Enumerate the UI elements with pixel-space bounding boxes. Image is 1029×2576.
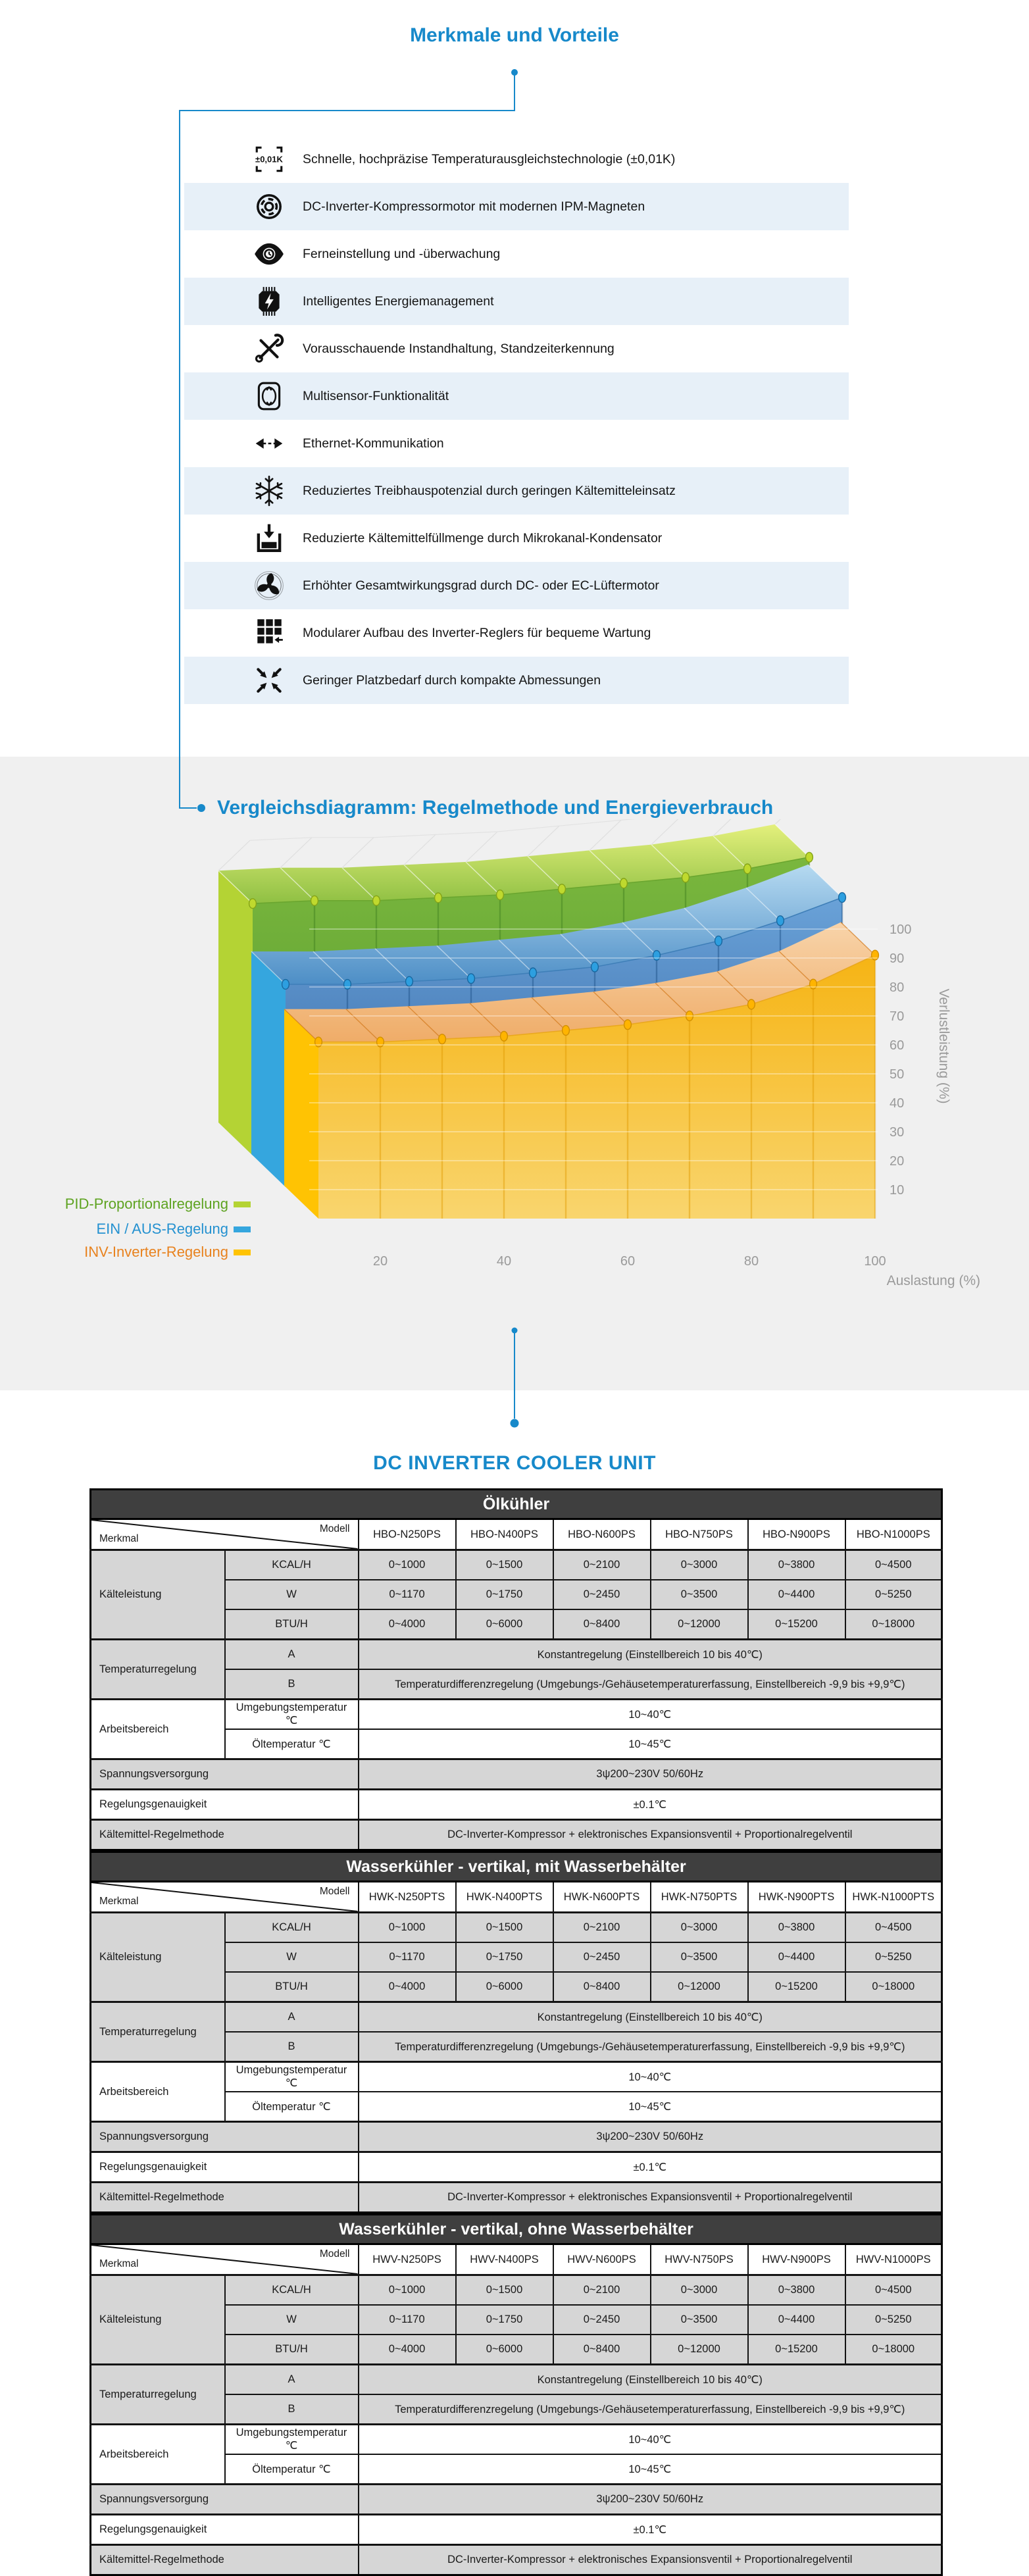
row-sublabel: BTU/H: [225, 1972, 359, 2002]
predictive-maintenance-icon: [253, 332, 286, 365]
spec-value: 0~12000: [651, 1609, 748, 1640]
data-point-marker: [591, 962, 599, 972]
row-sublabel: A: [225, 1640, 359, 1670]
x-axis-tick: 80: [743, 1254, 759, 1269]
row-label: Regelungsgenauigkeit: [91, 2515, 359, 2545]
spec-value: 0~5250: [845, 1942, 942, 1972]
spec-value-span: 10~40℃: [359, 2062, 942, 2092]
row-label: Spannungsversorgung: [91, 2122, 359, 2152]
spec-value-span: Temperaturdifferenzregelung (Umgebungs-/Gehäusetemperaturerfassung, Einstellbereich -9,9 bis +9,9℃): [359, 2394, 942, 2425]
data-point-marker: [563, 1026, 570, 1036]
row-label: Spannungsversorgung: [91, 2485, 359, 2515]
feature-list: [184, 136, 849, 704]
ethernet-icon: [253, 427, 286, 460]
data-point-marker: [373, 896, 380, 905]
spec-value-span: Konstantregelung (Einstellbereich 10 bis 40℃): [359, 1640, 942, 1670]
spec-value: 0~8400: [553, 2335, 651, 2365]
corner-header-cell: [91, 2244, 359, 2275]
feature-label: Ethernet-Kommunikation: [303, 436, 444, 451]
y-axis-tick: 70: [890, 1009, 905, 1024]
low-gwp-icon: [253, 474, 286, 507]
data-point-marker: [501, 1031, 508, 1041]
spec-value: 0~1170: [359, 1580, 456, 1609]
spec-value: 0~3800: [748, 1550, 845, 1580]
row-group-label: Kälteleistung: [91, 1550, 225, 1640]
spec-value: 0~4400: [748, 2305, 845, 2335]
row-label: Kältemittel-Regelmethode: [91, 2545, 359, 2575]
spec-value: 0~1170: [359, 2305, 456, 2335]
feature-item: [184, 562, 849, 609]
data-point-marker: [682, 872, 690, 882]
data-point-marker: [311, 896, 318, 905]
spec-value: 0~12000: [651, 1972, 748, 2002]
spec-value: 0~18000: [845, 2335, 942, 2365]
feature-item: [184, 515, 849, 562]
row-group-label: Arbeitsbereich: [91, 2425, 225, 2485]
data-point-marker: [653, 951, 661, 961]
spec-value: 0~12000: [651, 2335, 748, 2365]
spec-value: 0~4000: [359, 1609, 456, 1640]
tables-title: DC INVERTER COOLER UNIT: [373, 1452, 656, 1474]
fan-motor-icon: [253, 569, 286, 602]
spec-value: 0~1750: [456, 1942, 553, 1972]
series-side-face: [251, 951, 286, 1187]
row-sublabel: W: [225, 1942, 359, 1972]
corner-header-cell: [91, 1882, 359, 1913]
spec-value: 0~1000: [359, 1550, 456, 1580]
series-side-face: [218, 871, 253, 1155]
precision-temperature-icon: [253, 143, 286, 176]
feature-label: Vorausschauende Instandhaltung, Standzeiterkennung: [303, 341, 615, 356]
row-sublabel: A: [225, 2365, 359, 2395]
spec-value: 0~15200: [748, 2335, 845, 2365]
model-header: HWK-N250PTS: [359, 1882, 456, 1913]
spec-value: 0~3500: [651, 1580, 748, 1609]
spec-value: 0~3000: [651, 1550, 748, 1580]
spec-value-span: DC-Inverter-Kompressor + elektronisches Expansionsventil + Proportionalregelventil: [359, 2183, 942, 2213]
legend-label: INV-Inverter-Regelung: [84, 1244, 228, 1260]
feature-label: Geringer Platzbedarf durch kompakte Abmessungen: [303, 672, 601, 688]
model-header: HWV-N400PS: [456, 2244, 553, 2275]
legend-label: PID-Proportionalregelung: [64, 1196, 228, 1212]
data-point-marker: [249, 899, 257, 909]
feature-label: Schnelle, hochpräzise Temperaturausgleichstechnologie (±0,01K): [303, 151, 676, 166]
model-header: HBO-N1000PS: [845, 1519, 942, 1550]
spec-value: 0~1000: [359, 1913, 456, 1943]
corner-label-model: Modell: [319, 1523, 350, 1534]
data-point-marker: [810, 979, 817, 989]
spec-value: 0~5250: [845, 1580, 942, 1609]
energy-management-icon: [253, 285, 286, 318]
row-sublabel: W: [225, 2305, 359, 2335]
spec-value-span: 10~45℃: [359, 2092, 942, 2122]
spec-value-span: 3ψ200~230V 50/60Hz: [359, 2485, 942, 2515]
feature-label: Ferneinstellung und -überwachung: [303, 246, 501, 261]
feature-item: [184, 657, 849, 704]
series-side-face: [284, 1009, 318, 1219]
spec-value: 0~2450: [553, 1580, 651, 1609]
row-sublabel: B: [225, 2394, 359, 2425]
spec-value: 0~1500: [456, 1550, 553, 1580]
spec-value-span: 10~40℃: [359, 2425, 942, 2455]
spec-table: [89, 1851, 943, 2213]
data-point-marker: [715, 936, 722, 946]
model-header: HWV-N250PS: [359, 2244, 456, 2275]
row-sublabel: Öltemperatur ℃: [225, 2092, 359, 2122]
feature-item: [184, 467, 849, 515]
row-sublabel: A: [225, 2002, 359, 2033]
spec-value-span: Temperaturdifferenzregelung (Umgebungs-/Gehäusetemperaturerfassung, Einstellbereich -9,9 bis +9,9℃): [359, 2032, 942, 2062]
corner-label-merkmal: Merkmal: [99, 1533, 139, 1544]
model-header: HBO-N600PS: [553, 1519, 651, 1550]
spec-value-span: ±0.1℃: [359, 2152, 942, 2183]
model-header: HWV-N1000PS: [845, 2244, 942, 2275]
x-axis-tick: 60: [620, 1254, 636, 1269]
row-group-label: Temperaturregelung: [91, 2365, 225, 2425]
feature-item: [184, 325, 849, 372]
data-point-marker: [744, 864, 751, 874]
spec-value-span: Konstantregelung (Einstellbereich 10 bis 40℃): [359, 2365, 942, 2395]
model-header: HBO-N750PS: [651, 1519, 748, 1550]
spec-value: 0~18000: [845, 1972, 942, 2002]
spec-table: [89, 1488, 943, 1851]
row-sublabel: B: [225, 1669, 359, 1700]
y-axis-tick: 40: [890, 1096, 905, 1111]
data-point-marker: [839, 893, 846, 903]
spec-value: 0~6000: [456, 1972, 553, 2002]
feature-item: [184, 183, 849, 230]
y-axis-tick: 90: [890, 951, 905, 966]
row-label: Spannungsversorgung: [91, 1759, 359, 1790]
data-point-marker: [777, 916, 784, 926]
row-group-label: Arbeitsbereich: [91, 1700, 225, 1759]
row-group-label: Kälteleistung: [91, 2275, 225, 2365]
spec-value: 0~5250: [845, 2305, 942, 2335]
data-point-marker: [344, 980, 351, 990]
spec-value: 0~2100: [553, 1550, 651, 1580]
y-axis-tick: 80: [890, 980, 905, 995]
chart-title: Vergleichsdiagramm: Regelmethode und Energieverbrauch: [217, 797, 774, 819]
corner-header-cell: [91, 1519, 359, 1550]
row-sublabel: Umgebungstemperatur ℃: [225, 1700, 359, 1730]
spec-value: 0~3800: [748, 2275, 845, 2306]
spec-value: 0~4400: [748, 1942, 845, 1972]
data-point-marker: [406, 976, 413, 986]
spec-tables: [89, 1488, 941, 2576]
spec-value: 0~4500: [845, 1913, 942, 1943]
spec-value: 0~3800: [748, 1913, 845, 1943]
feature-label: Intelligentes Energiemanagement: [303, 293, 494, 309]
model-header: HBO-N250PS: [359, 1519, 456, 1550]
model-header: HWK-N750PTS: [651, 1882, 748, 1913]
legend-color-chip: [234, 1226, 251, 1232]
spec-value: 0~4400: [748, 1580, 845, 1609]
data-point-marker: [559, 884, 566, 894]
x-axis-tick: 100: [864, 1254, 886, 1269]
row-sublabel: Umgebungstemperatur ℃: [225, 2425, 359, 2455]
data-point-marker: [748, 999, 755, 1009]
row-sublabel: Öltemperatur ℃: [225, 2454, 359, 2485]
feature-item: [184, 136, 849, 183]
spec-value: 0~2450: [553, 2305, 651, 2335]
spec-value-span: 10~45℃: [359, 1729, 942, 1759]
y-axis-tick: 20: [890, 1154, 905, 1169]
y-axis-tick: 10: [890, 1183, 905, 1198]
corner-label-merkmal: Merkmal: [99, 2258, 139, 2269]
spec-value: 0~2100: [553, 1913, 651, 1943]
spec-value: 0~6000: [456, 2335, 553, 2365]
spec-value: 0~2450: [553, 1942, 651, 1972]
compact-size-icon: [253, 664, 286, 697]
feature-label: Modularer Aufbau des Inverter-Reglers für bequeme Wartung: [303, 625, 651, 640]
spec-value: 0~3000: [651, 1913, 748, 1943]
data-point-marker: [806, 852, 813, 862]
data-point-marker: [435, 893, 442, 903]
row-label: Kältemittel-Regelmethode: [91, 1820, 359, 1850]
table-section-title: Wasserkühler - vertikal, mit Wasserbehälter: [91, 1852, 942, 1882]
data-point-marker: [620, 878, 628, 888]
spec-value-span: 3ψ200~230V 50/60Hz: [359, 2122, 942, 2152]
data-point-marker: [439, 1034, 446, 1044]
row-sublabel: Öltemperatur ℃: [225, 1729, 359, 1759]
connector-dot: [511, 1419, 519, 1428]
feature-label: Erhöhter Gesamtwirkungsgrad durch DC- oder EC-Lüftermotor: [303, 578, 659, 593]
spec-value: 0~18000: [845, 1609, 942, 1640]
feature-label: DC-Inverter-Kompressormotor mit modernen IPM-Magneten: [303, 199, 645, 214]
spec-value: 0~1750: [456, 2305, 553, 2335]
feature-label: Reduziertes Treibhauspotenzial durch geringen Kältemitteleinsatz: [303, 483, 676, 498]
model-header: HBO-N400PS: [456, 1519, 553, 1550]
row-group-label: Temperaturregelung: [91, 1640, 225, 1700]
spec-value-span: 10~45℃: [359, 2454, 942, 2485]
spec-value-span: DC-Inverter-Kompressor + elektronisches Expansionsventil + Proportionalregelventil: [359, 1820, 942, 1850]
row-label: Regelungsgenauigkeit: [91, 1790, 359, 1820]
table-section-title: Wasserkühler - vertikal, ohne Wasserbehälter: [91, 2215, 942, 2244]
spec-value: 0~1170: [359, 1942, 456, 1972]
row-sublabel: W: [225, 1580, 359, 1609]
spec-value: 0~3000: [651, 2275, 748, 2306]
modular-design-icon: [253, 617, 286, 649]
row-sublabel: KCAL/H: [225, 1913, 359, 1943]
y-axis-tick: 100: [890, 922, 912, 937]
spec-value: 0~4000: [359, 2335, 456, 2365]
compressor-motor-icon: [253, 190, 286, 223]
comparison-chart: [0, 819, 1029, 1329]
spec-value-span: ±0.1℃: [359, 2515, 942, 2545]
row-sublabel: BTU/H: [225, 2335, 359, 2365]
page-title: Merkmale und Vorteile: [410, 24, 619, 46]
row-sublabel: B: [225, 2032, 359, 2062]
data-point-marker: [497, 890, 504, 900]
model-header: HWK-N900PTS: [748, 1882, 845, 1913]
spec-table: [89, 2213, 943, 2576]
data-point-marker: [468, 974, 475, 984]
spec-value-span: 3ψ200~230V 50/60Hz: [359, 1759, 942, 1790]
row-sublabel: KCAL/H: [225, 2275, 359, 2306]
spec-value: 0~3500: [651, 2305, 748, 2335]
spec-value: 0~6000: [456, 1609, 553, 1640]
legend-color-chip: [234, 1250, 251, 1255]
spec-value-span: Konstantregelung (Einstellbereich 10 bis 40℃): [359, 2002, 942, 2033]
data-point-marker: [377, 1037, 384, 1047]
table-section-title: Ölkühler: [91, 1490, 942, 1519]
row-group-label: Arbeitsbereich: [91, 2062, 225, 2122]
model-header: HWK-N400PTS: [456, 1882, 553, 1913]
corner-label-merkmal: Merkmal: [99, 1896, 139, 1907]
feature-item: [184, 372, 849, 420]
feature-item: [184, 278, 849, 325]
row-sublabel: Umgebungstemperatur ℃: [225, 2062, 359, 2092]
spec-value: 0~1500: [456, 2275, 553, 2306]
svg-text:±0,01K: ±0,01K: [255, 154, 283, 164]
feature-item: [184, 609, 849, 657]
y-axis-tick: 60: [890, 1038, 905, 1053]
data-point-marker: [315, 1037, 322, 1047]
feature-label: Multisensor-Funktionalität: [303, 388, 449, 403]
x-axis-tick: 20: [372, 1254, 388, 1269]
spec-value: 0~3500: [651, 1942, 748, 1972]
spec-value: 0~4500: [845, 2275, 942, 2306]
y-axis-label: Verlustleistung (%): [936, 988, 951, 1104]
spec-value-span: 10~40℃: [359, 1700, 942, 1730]
row-sublabel: KCAL/H: [225, 1550, 359, 1580]
connector-dot: [511, 69, 518, 76]
legend-color-chip: [234, 1201, 251, 1207]
x-axis-tick: 40: [496, 1254, 512, 1269]
spec-value: 0~1000: [359, 2275, 456, 2306]
model-header: HWV-N900PS: [748, 2244, 845, 2275]
spec-value: 0~15200: [748, 1972, 845, 2002]
row-label: Kältemittel-Regelmethode: [91, 2183, 359, 2213]
refrigerant-charge-icon: [253, 522, 286, 555]
model-header: HWV-N750PS: [651, 2244, 748, 2275]
model-header: HWK-N600PTS: [553, 1882, 651, 1913]
x-axis-label: Auslastung (%): [886, 1273, 980, 1288]
spec-value: 0~8400: [553, 1972, 651, 2002]
feature-item: [184, 420, 849, 467]
spec-value: 0~4000: [359, 1972, 456, 2002]
remote-monitoring-icon: [253, 238, 286, 270]
spec-value: 0~1750: [456, 1580, 553, 1609]
row-group-label: Kälteleistung: [91, 1913, 225, 2002]
spec-value: 0~4500: [845, 1550, 942, 1580]
spec-value-span: DC-Inverter-Kompressor + elektronisches Expansionsventil + Proportionalregelventil: [359, 2545, 942, 2575]
spec-value: 0~15200: [748, 1609, 845, 1640]
multisensor-icon: [253, 380, 286, 413]
corner-label-model: Modell: [319, 1886, 350, 1897]
corner-label-model: Modell: [319, 2248, 350, 2260]
data-point-marker: [624, 1020, 632, 1030]
spec-value: 0~2100: [553, 2275, 651, 2306]
row-label: Regelungsgenauigkeit: [91, 2152, 359, 2183]
spec-value: 0~1500: [456, 1913, 553, 1943]
feature-item: [184, 230, 849, 278]
row-group-label: Temperaturregelung: [91, 2002, 225, 2062]
feature-label: Reduzierte Kältemittelfüllmenge durch Mikrokanal-Kondensator: [303, 530, 663, 545]
y-axis-tick: 30: [890, 1125, 905, 1140]
model-header: HWV-N600PS: [553, 2244, 651, 2275]
y-axis-tick: 50: [890, 1067, 905, 1082]
row-sublabel: BTU/H: [225, 1609, 359, 1640]
spec-value-span: ±0.1℃: [359, 1790, 942, 1820]
spec-value: 0~8400: [553, 1609, 651, 1640]
data-point-marker: [872, 950, 879, 960]
spec-value-span: Temperaturdifferenzregelung (Umgebungs-/Gehäusetemperaturerfassung, Einstellbereich -9,9 bis +9,9℃): [359, 1669, 942, 1700]
model-header: HWK-N1000PTS: [845, 1882, 942, 1913]
data-point-marker: [282, 980, 289, 990]
legend-label: EIN / AUS-Regelung: [96, 1221, 228, 1237]
data-point-marker: [530, 968, 537, 978]
model-header: HBO-N900PS: [748, 1519, 845, 1550]
